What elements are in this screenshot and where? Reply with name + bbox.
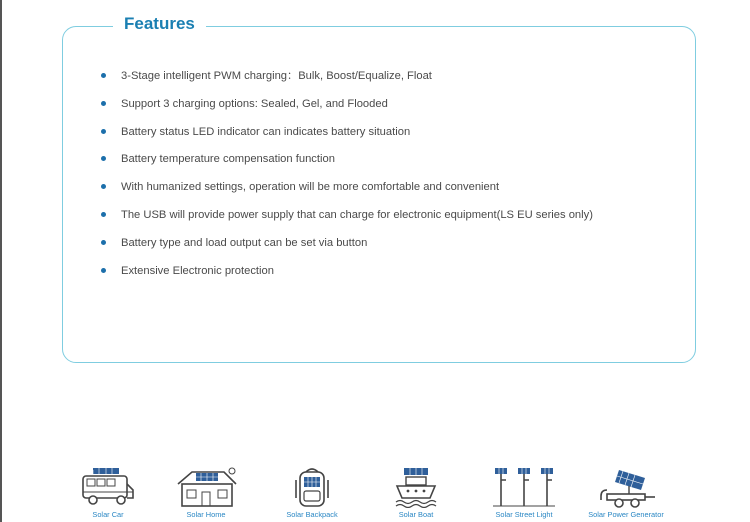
feature-text: Battery temperature compensation function [121, 153, 335, 166]
application-solar-home [163, 466, 249, 519]
feature-item [99, 233, 593, 261]
solar-street-light-icon [493, 466, 555, 508]
feature-item [99, 205, 593, 233]
application-solar-street-light [481, 466, 567, 519]
bullet-icon [101, 184, 106, 189]
feature-item [99, 177, 593, 205]
application-solar-car [65, 466, 151, 519]
application-solar-backpack [269, 466, 355, 519]
left-edge-rule [0, 0, 2, 522]
application-solar-boat [373, 466, 459, 519]
feature-text: The USB will provide power supply that can charge for electronic equipment(LS EU series only) [121, 208, 593, 221]
solar-home-icon [174, 466, 238, 508]
feature-item [99, 122, 593, 150]
features-list [99, 66, 593, 288]
feature-text: 3-Stage intelligent PWM charging：Bulk, Boost/Equalize, Float [121, 70, 432, 82]
feature-item [99, 261, 593, 289]
bullet-icon [101, 101, 106, 106]
bullet-icon [101, 212, 106, 217]
application-label: Solar Car [92, 510, 124, 519]
solar-car-icon [79, 466, 137, 508]
bullet-icon [101, 240, 106, 245]
feature-text: Support 3 charging options: Sealed, Gel, and Flooded [121, 97, 388, 110]
solar-backpack-icon [292, 466, 332, 508]
application-label: Solar Home [186, 510, 226, 519]
features-title: Features [113, 13, 206, 35]
application-label: Solar Backpack [286, 510, 338, 519]
solar-boat-icon [394, 466, 438, 508]
feature-text: Battery status LED indicator can indicates battery situation [121, 125, 411, 138]
feature-text: Battery type and load output can be set via button [121, 236, 368, 249]
bullet-icon [101, 156, 106, 161]
feature-item [99, 94, 593, 122]
application-label: Solar Street Light [495, 510, 553, 519]
feature-text: Extensive Electronic protection [121, 264, 274, 277]
feature-text: With humanized settings, operation will be more comfortable and convenient [121, 181, 500, 194]
bullet-icon [101, 129, 106, 134]
solar-power-generator-icon [595, 466, 657, 508]
feature-item [99, 149, 593, 177]
application-label: Solar Boat [398, 510, 434, 519]
application-label: Solar Power Generator [588, 510, 664, 519]
bullet-icon [101, 73, 106, 78]
bullet-icon [101, 268, 106, 273]
feature-item [99, 66, 593, 94]
application-solar-power-generator [583, 466, 669, 519]
